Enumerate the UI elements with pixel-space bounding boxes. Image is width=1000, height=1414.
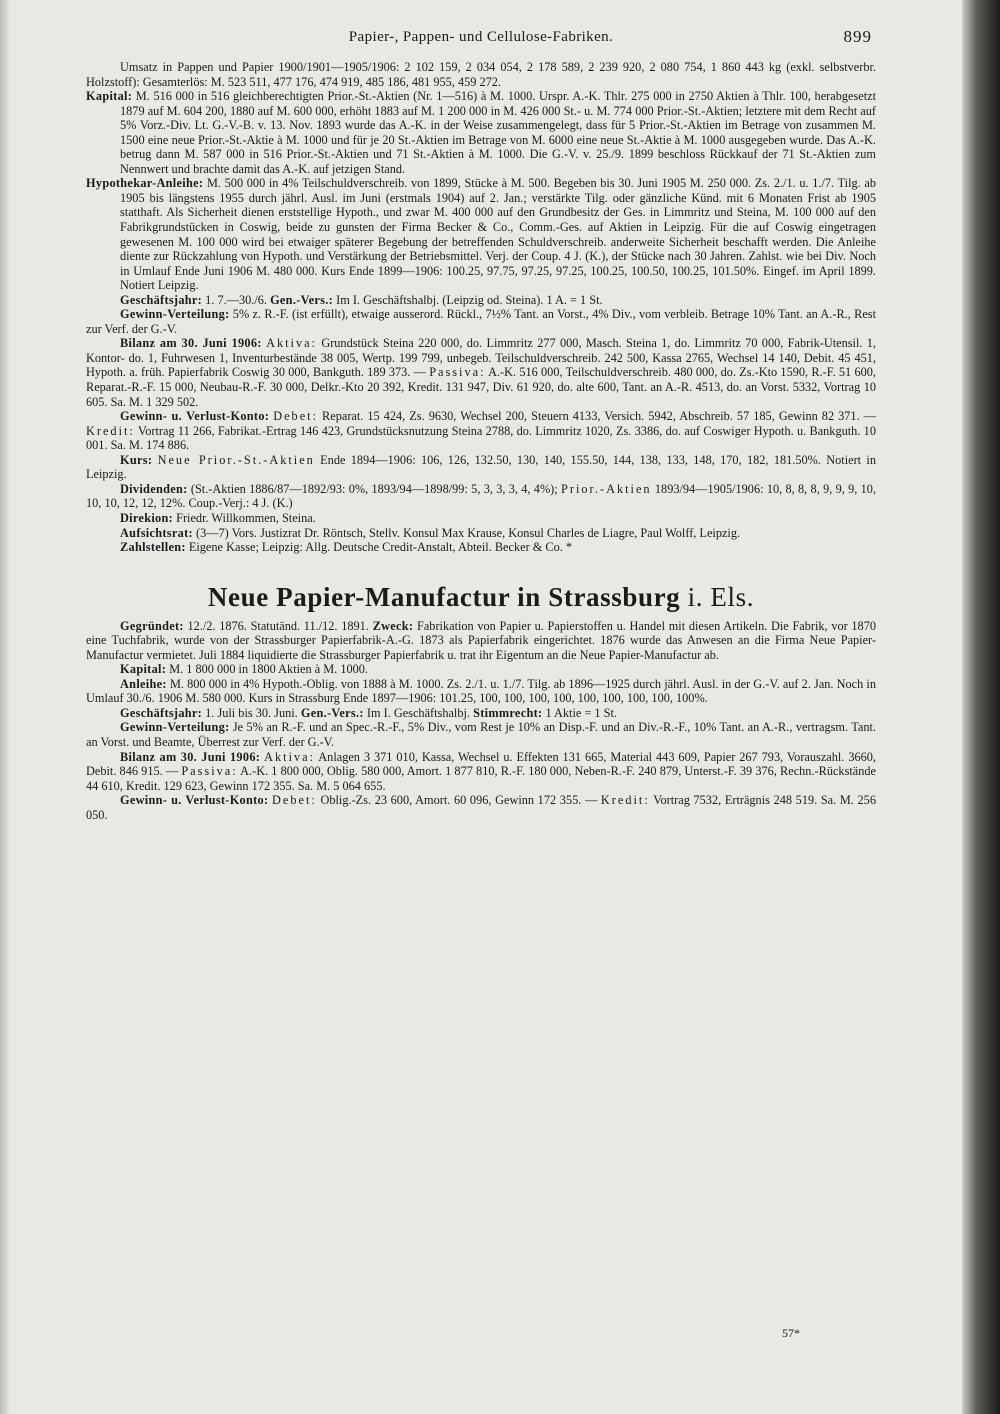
bilanz-passiva-text: A.-K. 516 000, Teilschuldverschreib. 480 000, do. Zs.-Kto 1590, R.-F. 51 600, Reparat.-R.-F. 15 000, Neubau-R.-F. 30 000, Delkr.-Kto 20 392, Kredit. 131 947, Div. 61 920, do. alte 600, Tant. an A.-R. 4513, do. an Vorst. 5332, Vortrag 10 605. Sa. M. 1 329 502. [86,365,876,409]
page-title: Papier-, Pappen- und Cellulose-Fabriken. [348,29,614,45]
section-title: Neue Papier-Manufactur in Strassburg [207,581,681,612]
geschaeftsjahr-entry-2 [86,706,876,721]
guv-label-2: Gewinn- u. Verlust-Konto: [120,793,269,808]
kapital-text: M. 516 000 in 516 gleichberechtigten Prior.-St.-Aktien (Nr. 1—516) à M. 1000. Urspr. A.-K. Thlr. 275 000 in 2750 Aktien à Thlr. 100, herabgesetzt 1879 auf M. 604 200, 1880 auf M. 600 000, erhöht 1883 auf M. 1 200 000 in M. 426 000 St.- u. M. 774 000 Prior.-St.-Aktien; letztere mit dem Recht auf 5% Vorz.-Div. Lt. G.-V.-B. v. 13. Nov. 1893 wurde das A.-K. in der Weise zusammengelegt, dass für 5 Prior.-St.-Aktien im Betrage von zusammen M. 1500 eine neue Prior.-St.-Aktie à M. 1000 und für je 20 St.-Aktien im Betrage von M. 6000 eine neue St.-Aktie à M. 1000 ausgegeben wurde. Das A.-K. betrug dann M. 587 000 in 516 Prior.-St.-Aktien und 71 St.-Aktien à M. 1000. Die G.-V. v. 25./9. 1899 beschloss Rückkauf der 71 St.-Aktien zum Nennwert und brachte damit das A.-K. auf jetzigen Stand. [120,89,876,176]
kapital-label-2: Kapital: [120,662,167,677]
dividenden-spaced-text: Prior.-Aktien [561,481,652,496]
running-head [86,27,876,60]
direktion-entry [86,511,876,526]
zahlstellen-entry [86,540,876,555]
gen-vers-label: Gen.-Vers.: [270,292,334,307]
kapital-label: Kapital: [86,89,133,104]
geschaeftsjahr-entry [86,293,876,308]
bilanz-aktiva-text: Grundstück Steina 220 000, do. Limmritz 277 000, Masch. Steina 1, do. Limmritz 70 000, Fabrik-Utensil. 1, Kontor- do. 1, Fuhrwesen 1, Inventurbestände 38 005, Wertp. 199 799, unbegeb. Teilschuldverschreib. 242 500, Kassa 2765, Wechsel 14 140, Debit. 45 451, Hypoth. a. früh. Papierfabrik Coswig 30 000, Bankguth. 189 373. — [86,336,877,380]
geschaeftsjahr-text: 1. 7.—30./6. [205,292,267,307]
aktiva-word-2: Aktiva: [264,749,316,764]
zahlstellen-label: Zahlstellen: [120,540,186,555]
bilanz-entry [86,336,876,409]
section-heading [86,581,876,613]
gewinn-verteilung-text-2: Je 5% an R.-F. und an Spec.-R.-F., 5% Div., vom Rest je 10% an Disp.-F. und an Div.-R.-F., 10% Tant. an A.-R., vertragsm. Tant. an Vorst. und Beamte, Überrest zur Verf. der G.-V. [86,720,876,749]
bilanz-aktiva-text-2: Anlagen 3 371 010, Kassa, Wechsel u. Effekten 131 665, Material 443 609, Papier 267 793, Vorauszahl. 3660, Debit. 846 915. — [86,749,876,779]
gewinn-verteilung-text: 5% z. R.-F. (ist erfüllt), etwaige ausserord. Rückl., 7½% Tant. an Vorst., 4% Div., vom verbleib. Betrage 10% Tant. an A.-R., Rest zur Verf. der G.-V. [86,307,877,336]
scan-edge-left [0,0,10,1414]
passiva-word-2: Passiva: [181,764,238,779]
geschaeftsjahr-label-2: Geschäftsjahr: [120,705,203,720]
gegruendet-label: Gegründet: [120,618,184,633]
gewinn-verteilung-label-2: Gewinn-Verteilung: [120,720,230,735]
scan-edge-right [962,0,1000,1414]
dividenden-text-1: (St.-Aktien 1886/87—1892/93: 0%, 1893/94—1898/99: 5, 3, 3, 3, 4, 4%); [190,481,558,496]
kapital-text-2: M. 1 800 000 in 1800 Aktien à M. 1000. [169,662,369,677]
bilanz-passiva-text-2: A.-K. 1 800 000, Oblig. 580 000, Amort. 1 877 810, R.-F. 180 000, Neben-R.-F. 240 879, Unterst.-F. 39 376, Rechn.-Rückstände 44 610, Kredit. 129 623, Gewinn 172 355. Sa. M. 5 064 655. [86,764,876,793]
passiva-word: Passiva: [429,365,486,380]
kredit-word-2: Kredit: [600,793,650,808]
gen-vers-text: Im I. Geschäftshalbj. (Leipzig od. Steina). 1 A. = 1 St. [336,292,603,307]
direktion-text: Friedr. Willkommen, Steina. [176,510,316,525]
kurs-text: Ende 1894—1906: 106, 126, 132.50, 130, 140, 155.50, 144, 138, 133, 148, 170, 182, 181.50%. Notiert in Leipzig. [86,452,876,482]
guv-kredit-text-2: Vortrag 7532, Erträgnis 248 519. Sa. M. 256 050. [86,793,876,822]
umsatz-paragraph: Umsatz in Pappen und Papier 1900/1901—1905/1906: 2 102 159, 2 034 054, 2 178 589, 2 239 920, 2 080 754, 1 860 443 kg (exkl. selbstverbr. Holzstoff): Gesamterlös: M. 523 511, 477 176, 474 919, 485 186, 481 955, 459 272. [86,60,876,89]
geschaeftsjahr-label: Geschäftsjahr: [120,292,203,307]
gegruendet-entry [86,619,876,663]
gewinn-verteilung-entry-2 [86,720,876,749]
stimmrecht-label: Stimmrecht: [473,705,543,720]
page-number: 899 [843,27,872,46]
kurs-label: Kurs: [120,452,153,467]
dividenden-entry [86,482,876,511]
guv-debet-text-2: Oblig.-Zs. 23 600, Amort. 60 096, Gewinn 172 355. — [320,793,598,808]
bilanz-label: Bilanz am 30. Juni 1906: [120,336,262,351]
zahlstellen-text: Eigene Kasse; Leipzig: Allg. Deutsche Credit-Anstalt, Abteil. Becker & Co. * [188,540,573,555]
bilanz-label-2: Bilanz am 30. Juni 1906: [120,749,261,764]
anleihe-entry-2 [86,677,876,706]
guv-debet-text: Reparat. 15 424, Zs. 9630, Wechsel 200, Steuern 4133, Versich. 5942, Abschreib. 57 185, Gewinn 82 371. — [322,409,876,424]
printer-signature: 57* [782,1326,800,1340]
anleihe-text: M. 500 000 in 4% Teilschuldverschreib. von 1899, Stücke à M. 500. Begeben bis 30. Juni 1905 M. 250 000. Zs. 2./1. u. 1./7. Tilg. ab 1905 bis längstens 1955 durch jährl. Ausl. im Juni (erstmals 1904) auf 2. Jan.; verstärkte Tilg. oder gänzliche Künd. mit 6 Monaten Frist ab 1905 statthaft. Als Sicherheit dienen erststellige Hypoth., und zwar M. 400 000 auf den Grundbesitz der Ges. in Limmritz und Steina, M. 100 000 auf den Fabrikgrundstücken in Coswig, beide zu gunsten der Firma Becker & Co., Comm.-Ges. auf Aktien in Leipzig. Für die auf Coswig eingetragen gewesenen M. 100 000 wird bei etwaiger späterer Begebung der betreffenden Schuldverschreib. anderweite Sicherheit beschafft werden. Die Anleihe diente zur Rückzahlung von Hypoth. und Verstärkung der Betriebsmittel. Verj. der Coup. 4 J. (K.), der Stücke nach 30 Jahren. Zahlst. wie bei Div. Noch in Umlauf Ende Juni 1906 M. 480 000. Kurs Ende 1899—1906: 100.25, 97.75, 97.25, 97.25, 100.25, 100.50, 100.25, 101.50%. Eingef. im April 1899. Notiert Leipzig. [120,176,876,293]
aufsichtsrat-label: Aufsichtsrat: [120,525,193,540]
anleihe-label: Hypothekar-Anleihe: [86,176,204,191]
anleihe-entry [86,176,876,292]
kurs-spaced-text: Neue Prior.-St.-Aktien [157,452,315,467]
kapital-entry-2 [86,662,876,677]
bilanz-entry-2 [86,750,876,794]
document-page [86,27,877,822]
guv-label: Gewinn- u. Verlust-Konto: [120,409,270,424]
section-title-suffix: i. Els. [687,581,755,612]
anleihe-text-2: M. 800 000 in 4% Hypoth.-Oblig. von 1888 à M. 1000. Zs. 2./1. u. 1./7. Tilg. ab 1896—1925 durch jährl. Ausl. in der G.-V. auf 2. Jan. Noch in Umlauf 30./6. 1906 M. 580 000. Kurs in Strassburg Ende 1897—1906: 101.25, 100, 100, 100, 100, 100, 100, 100, 100, 100%. [86,676,876,706]
aufsichtsrat-text: (3—7) Vors. Justizrat Dr. Röntsch, Stellv. Konsul Max Krause, Konsul Charles de Liagre, Paul Wolff, Leipzig. [195,525,741,540]
stimmrecht-text: 1 Aktie = 1 St. [545,705,617,720]
guv-entry-2 [86,793,876,822]
zweck-text: Fabrikation von Papier u. Papierstoffen u. Handel mit diesen Artikeln. Die Fabrik, vor 1870 eine Tuchfabrik, wurde von der Strassburger Papierfabrik-A.-G. 1873 als Papierfabrik eingerichtet. 1876 wurde das Anwesen an die Firma Neue Papier-Manufactur vermietet. Juli 1884 liquidierte die Strassburger Papierfabrik u. trat ihr Eigentum an die Neue Papier-Manufactur ab. [86,618,877,662]
guv-entry [86,409,876,453]
kurs-entry [86,453,876,482]
guv-kredit-text: Vortrag 11 266, Fabrikat.-Ertrag 146 423, Grundstücksnutzung Steina 2788, do. Limmritz 1020, Zs. 3386, do. auf Coswiger Hypoth. u. Bankguth. 10 001. Sa. M. 174 886. [86,423,876,453]
gewinn-verteilung-label: Gewinn-Verteilung: [120,307,230,322]
gen-vers-label-2: Gen.-Vers.: [300,705,364,720]
aktiva-word: Aktiva: [266,336,317,351]
aufsichtsrat-entry [86,526,876,541]
gewinn-verteilung-entry [86,307,876,336]
kredit-word: Kredit: [86,423,135,438]
zweck-label: Zweck: [372,618,414,633]
debet-word: Debet: [273,409,318,424]
direktion-label: Direkion: [120,510,174,525]
dividenden-label: Dividenden: [120,481,188,496]
kapital-entry [86,89,876,176]
gegruendet-text: 12./2. 1876. Statutänd. 11./12. 1891. [187,618,369,633]
anleihe-label-2: Anleihe: [120,676,167,691]
geschaeftsjahr-text-2: 1. Juli bis 30. Juni. [205,705,298,720]
gen-vers-text-2: Im I. Geschäftshalbj. [366,705,470,720]
dividenden-text-2: 1893/94—1905/1906: 10, 8, 8, 8, 9, 9, 9, 10, 10, 10, 12, 12, 12%. Coup.-Verj.: 4 J. (K.) [86,481,877,511]
debet-word-2: Debet: [272,793,317,808]
